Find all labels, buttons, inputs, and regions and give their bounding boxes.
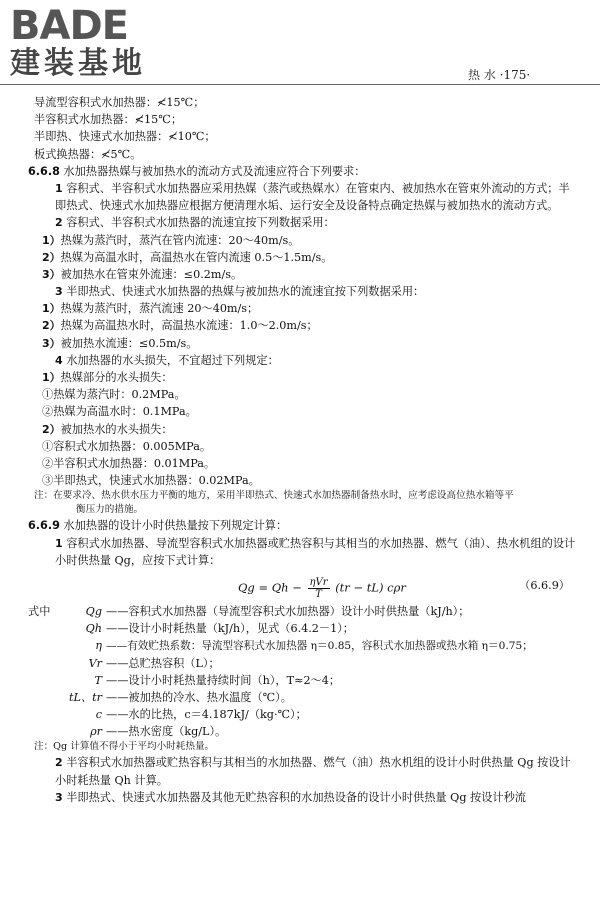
running-head: 热 水 ·175· [468, 68, 531, 82]
section-heading: 水加热器热媒与被加热水的流动方式及流速应符合下列要求： [63, 164, 366, 178]
definition-row [28, 672, 576, 689]
formula-fraction [308, 577, 330, 600]
note-continuation: 衡压力的措施。 [76, 504, 144, 516]
item-number: 3） [42, 267, 61, 281]
paragraph-text: 半即热式、快速式水加热器及其他无贮热容积的水加热设备的设计小时供热量 Qg 按设计秒流 [66, 790, 526, 804]
definition: ——有效贮热系数：导流型容积式水加热器 η＝0.85，容积式水加热器或热水箱 η＝0.75； [106, 640, 533, 653]
item-number: 2 [55, 756, 63, 770]
section-6-6-9 [28, 517, 576, 534]
definition-row [28, 706, 576, 723]
list-item: ③半即热式，快速式水加热器：0.02MPa。 [42, 474, 260, 488]
paragraph [28, 789, 576, 806]
list-item [28, 317, 576, 334]
item-number: 1） [42, 233, 61, 247]
item-text: 热媒为蒸汽时，蒸汽流速 20～40m/s； [60, 302, 259, 316]
symbol: c [95, 708, 102, 722]
symbol: Qg [85, 604, 102, 618]
formula-expression [238, 577, 406, 600]
paragraph-text: 容积式、半容积式水加热器应采用热媒（蒸汽或热媒水）在管束内、被加热水在管束外流动的方式；半即热式、快速式水加热器应根据方便清理水垢、运行安全及设备特点确定热媒与被加热水的流动方式。 [55, 181, 570, 213]
list-item: ②热媒为高温水时：0.1MPa。 [42, 405, 197, 419]
definition-row [28, 689, 576, 706]
paragraph-text: 容积式水加热器、导流型容积式水加热器或贮热容积与其相当的水加热器、燃气（油）、热水机组的设计小时供热量 Qg，应按下式计算： [55, 536, 576, 567]
symbol: η [95, 639, 102, 653]
definition: ——设计小时耗热量持续时间（h），T≈2～4； [106, 673, 341, 687]
paragraph-text: 水加热器的水头损失，不宜超过下列规定： [66, 353, 279, 367]
text-line: 板式换热器：≮5℃。 [34, 147, 142, 161]
formula-6-6-9 [28, 569, 576, 603]
item-number: 1 [55, 536, 63, 550]
item-text: 被加热水的水头损失： [60, 422, 173, 436]
definition: ——热水密度（kg/L）。 [106, 725, 227, 739]
text-line: 半即热、快速式水加热器：≮10℃； [34, 130, 216, 144]
item-text: 热媒为蒸汽时，蒸汽在管内流速：20～40m/s。 [60, 233, 300, 247]
symbol: Qh [85, 622, 102, 636]
symbol: T [94, 673, 102, 687]
text-line: 半容积式水加热器：≮15℃； [34, 113, 183, 127]
paragraph [28, 754, 576, 788]
paragraph-text: 容积式、半容积式水加热器的流速宜按下列数据采用： [66, 216, 335, 230]
list-item [28, 421, 576, 438]
item-number: 2 [55, 216, 63, 230]
item-text: 热媒为高温热水时，高温热水流速：1.0～2.0m/s； [60, 319, 318, 333]
logo [8, 3, 178, 86]
list-item: ①热媒为蒸汽时：0.2MPa。 [42, 388, 186, 402]
list-item [28, 249, 576, 266]
item-text: 热媒为高温水时，高温热水在管内流速 0.5～1.5m/s。 [60, 250, 333, 264]
item-number: 2） [42, 422, 61, 436]
defs-intro: 式中 [28, 604, 51, 618]
note: 注：Qg 计算值不得小于平均小时耗热量。 [34, 741, 215, 753]
list-item: ②半容积式水加热器：0.01MPa。 [42, 456, 216, 470]
item-text: 被加热水在管束外流速：≤0.2m/s。 [60, 267, 243, 281]
definition-row [28, 655, 576, 672]
list-item [28, 266, 576, 283]
item-number: 1 [55, 181, 63, 195]
definition-row [28, 620, 576, 637]
item-number: 3 [55, 790, 63, 804]
formula-left: Qg = Qh − [238, 580, 302, 595]
list-item: ①容积式水加热器：0.005MPa。 [42, 439, 212, 453]
paragraph [28, 535, 576, 569]
item-text: 热媒部分的水头损失： [60, 371, 173, 385]
formula-right: (tr − tL) cρr [335, 580, 406, 595]
symbol: Vr [88, 656, 102, 670]
fraction-numerator: ηVr [309, 576, 328, 588]
section-number: 6.6.8 [28, 164, 60, 178]
section-number: 6.6.9 [28, 519, 60, 533]
definition-row [28, 723, 576, 740]
item-number: 3） [42, 336, 61, 350]
list-item [28, 369, 576, 386]
list-item [28, 300, 576, 317]
variable-definitions [28, 603, 576, 741]
definition: ——容积式水加热器（导流型容积式水加热器）设计小时供热量（kJ/h）； [106, 604, 470, 618]
list-item [28, 335, 576, 352]
paragraph-text: 半容积式水加热器或贮热容积与其相当的水加热器、燃气（油）热水机组的设计小时供热量 Qg 按设计小时耗热量 Qh 计算。 [55, 756, 571, 787]
fraction-denominator: T [315, 588, 322, 600]
section-6-6-8 [28, 163, 576, 180]
logo-subtitle: 建装基地 [10, 46, 146, 81]
paragraph [28, 180, 576, 214]
text-line: 导流型容积式水加热器：≮15℃； [34, 96, 205, 109]
list-item [28, 232, 576, 249]
note: 注：在要求冷、热水供水压力平衡的地方，采用半即热式、快速式水加热器制备热水时，应考虑设高位热水箱等平 [34, 490, 514, 502]
paragraph [28, 283, 576, 300]
definition: ——设计小时耗热量（kJ/h），见式（6.4.2－1）； [106, 622, 354, 636]
item-number: 3 [55, 285, 63, 299]
paragraph [28, 352, 576, 369]
item-number: 1） [42, 371, 61, 385]
logo-wordmark: BADE [10, 3, 128, 49]
item-number: 1） [42, 302, 61, 316]
symbol: ρr [90, 725, 102, 739]
definition: ——被加热的冷水、热水温度（℃）。 [106, 690, 292, 704]
section-heading: 水加热器的设计小时供热量按下列规定计算： [63, 519, 288, 533]
definition-row [28, 603, 576, 620]
header-rule [0, 84, 600, 85]
item-number: 2） [42, 319, 61, 333]
symbol: tL、tr [69, 690, 102, 704]
document-body [28, 94, 576, 806]
paragraph-text: 半即热式、快速式水加热器的热媒与被加热水的流速宜按下列数据采用： [66, 285, 425, 299]
paragraph [28, 214, 576, 231]
definition: ——总贮热容积（L）； [106, 656, 220, 670]
item-number: 4 [55, 353, 63, 367]
definition-row [28, 637, 576, 654]
item-text: 被加热水流速：≤0.5m/s。 [60, 336, 198, 350]
item-number: 2） [42, 250, 61, 264]
definition: ——水的比热，c＝4.187kJ/（kg·℃）； [106, 708, 307, 722]
formula-number: （6.6.9） [519, 578, 570, 592]
